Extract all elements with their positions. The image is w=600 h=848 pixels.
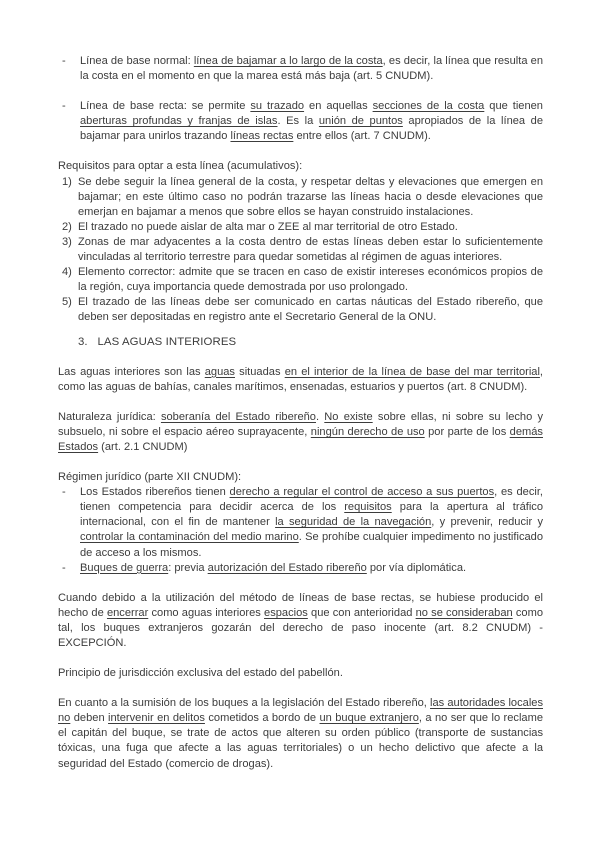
bullet-dash: -	[62, 55, 66, 67]
section-number: 3.	[78, 335, 88, 348]
text-run: , como las aguas de bahías, canales marítimos, ensenadas, estuarios y puertos (art. 8 CNUDM).	[58, 365, 544, 393]
underlined-text: las autoridades locales no	[58, 697, 543, 725]
text-run: para la apertura al tráfico internacional, con el fin de mantener	[80, 501, 544, 529]
item-number: 3)	[62, 235, 72, 248]
section-title: LAS AGUAS INTERIORES	[97, 335, 237, 348]
paragraph-aguas	[58, 365, 543, 395]
underlined-text: aberturas profundas y franjas de islas	[80, 115, 278, 128]
text-run: deben	[70, 712, 109, 725]
text-run: por vía diplomática.	[366, 561, 467, 574]
item-number: 4)	[62, 266, 72, 279]
list-item	[58, 235, 543, 265]
paragraph-principio: Principio de jurisdicción exclusiva del estado del pabellón.	[58, 667, 343, 680]
bullet-dash: -	[62, 561, 66, 574]
underlined-text: espacios	[264, 606, 308, 619]
list-item	[58, 220, 543, 235]
underlined-text: derecho a regular el control de acceso a sus puertos	[229, 486, 495, 499]
text-run: (art. 2.1 CNUDM)	[98, 440, 188, 453]
list-item-regimen-buques	[58, 561, 543, 576]
paragraph-text	[80, 55, 543, 82]
requisitos-intro: Requisitos para optar a esta línea (acumulativos):	[58, 160, 303, 173]
underlined-text: en el interior de la línea de base del mar territorial	[284, 365, 540, 378]
text-run: . Se prohíbe cualquier impedimento no justificado de acceso a los mismos.	[80, 531, 544, 559]
paragraph-excepcion	[58, 591, 543, 651]
underlined-text: encerrar	[106, 606, 149, 619]
underlined-text: soberanía del Estado ribereño	[160, 410, 316, 423]
text-run: apropiados de la línea de bajamar para unirlos trazando	[80, 115, 543, 143]
text-run: , a no ser que lo reclame el capitán del buque, se trate de actos que alteren su orden público (transporte de sustancias tóxicas, una fuga que afecte a las aguas territoriales) o un hecho delictivo que afecte a la seguridad del Estado (comercio de drogas).	[58, 712, 544, 770]
underlined-text: No existe	[324, 410, 373, 423]
paragraph-text	[80, 562, 466, 574]
list-item-linea-recta	[58, 99, 543, 144]
requisitos-list	[58, 175, 543, 326]
text-run: situadas	[234, 365, 285, 378]
underlined-text: requisitos	[344, 501, 392, 514]
text-run: entre ellos (art. 7 CNUDM).	[293, 130, 431, 143]
text-run: como aguas interiores	[148, 606, 265, 619]
text-run: Línea de base normal:	[80, 55, 194, 67]
list-item	[58, 295, 543, 325]
underlined-text: demás Estados	[58, 425, 543, 453]
underlined-text: autorización del Estado ribereño	[207, 561, 367, 574]
text-run: En cuanto a la sumisión de los buques a la legislación del Estado ribereño,	[58, 697, 431, 710]
text-run: sobre ellas, ni sobre su lecho y subsuelo, ni sobre el espacio aéreo suprayacente,	[58, 410, 544, 438]
underlined-text: unión de puntos	[318, 115, 403, 128]
item-number: 2)	[62, 220, 72, 233]
text-run: que con anterioridad	[307, 606, 416, 619]
text-run: .	[315, 410, 325, 423]
underlined-text: controlar la contaminación del medio marino	[80, 531, 299, 544]
paragraph-text	[80, 486, 543, 558]
item-text: El trazado de las líneas debe ser comunicado en cartas náuticas del Estado ribereño, que deben ser depositadas en registro ante el Secretario General de la ONU.	[78, 296, 543, 324]
paragraph-naturaleza	[58, 410, 543, 455]
item-text: Elemento corrector: admite que se tracen en caso de existir intereses económicos propios de la región, cuya importancia quede demostrada por uso prolongado.	[78, 266, 543, 294]
list-item	[58, 175, 543, 220]
underlined-text: Buques de guerra	[80, 561, 169, 574]
document-page	[58, 54, 543, 772]
underlined-text: secciones de la costa	[372, 100, 485, 113]
bullet-dash: -	[62, 100, 66, 113]
list-item-regimen-puertos	[58, 485, 543, 560]
item-number: 5)	[62, 296, 72, 309]
text-run: , y prevenir, reducir y	[431, 516, 543, 529]
item-number: 1)	[62, 175, 72, 188]
text-run: Línea de base recta: se permite	[80, 100, 251, 113]
text-run: por parte de los	[424, 425, 510, 438]
paragraph-text	[80, 100, 543, 142]
text-run: Las aguas interiores son las	[58, 365, 205, 378]
bullet-dash: -	[62, 486, 66, 499]
text-run: . Es la	[277, 115, 319, 128]
underlined-text: línea de bajamar a lo largo de la costa	[193, 55, 383, 67]
item-text: El trazado no puede aislar de alta mar o ZEE al mar territorial de otro Estado.	[78, 220, 458, 233]
list-item	[58, 265, 543, 295]
underlined-text: su trazado	[250, 100, 305, 113]
text-run: Naturaleza jurídica:	[58, 410, 161, 423]
underlined-text: ningún derecho de uso	[310, 425, 425, 438]
text-run: cometidos a bordo de	[204, 712, 320, 725]
text-run: en aquellas	[304, 100, 373, 113]
text-run: Los Estados ribereños tienen	[80, 486, 230, 499]
text-run: Cuando debido a la utilización del método de líneas de base rectas, se hubiese producido el hecho de	[58, 591, 543, 619]
text-run: , es decir, tienen competencia para decidir acerca de los	[80, 486, 544, 514]
text-run: , es decir, la línea que resulta en la costa en el momento en que la marea está más baja (art. 5 CNUDM).	[80, 55, 543, 83]
regimen-intro: Régimen jurídico (parte XII CNUDM):	[58, 471, 242, 484]
list-item-linea-normal	[58, 54, 543, 84]
underlined-text: aguas	[204, 365, 235, 378]
text-run: que tienen	[484, 100, 543, 113]
underlined-text: la seguridad de la navegación	[275, 516, 432, 529]
paragraph-sumision	[58, 696, 543, 771]
underlined-text: un buque extranjero	[319, 712, 419, 725]
item-text: Se debe seguir la línea general de la costa, y respetar deltas y elevaciones que emergen en bajamar; en este último caso no podrán trazarse las líneas hacia o desde elevaciones que emerjan en bajamar a menos que sobre ellos se hayan construido instalaciones.	[78, 175, 543, 218]
item-text: Zonas de mar adyacentes a la costa dentro de estas líneas deben estar lo suficientemente vinculadas al territorio terrestre para quedar sometidas al régimen de aguas interiores.	[78, 235, 543, 264]
text-run: : previa	[168, 561, 208, 574]
underlined-text: líneas rectas	[230, 130, 294, 143]
underlined-text: intervenir en delitos	[108, 712, 205, 725]
underlined-text: no se consideraban	[415, 606, 513, 619]
section-heading	[58, 335, 543, 350]
text-run: como tal, los buques extranjeros gozarán del derecho de paso inocente (art. 8.2 CNUDM) - EXCEPCIÓN.	[58, 606, 543, 649]
